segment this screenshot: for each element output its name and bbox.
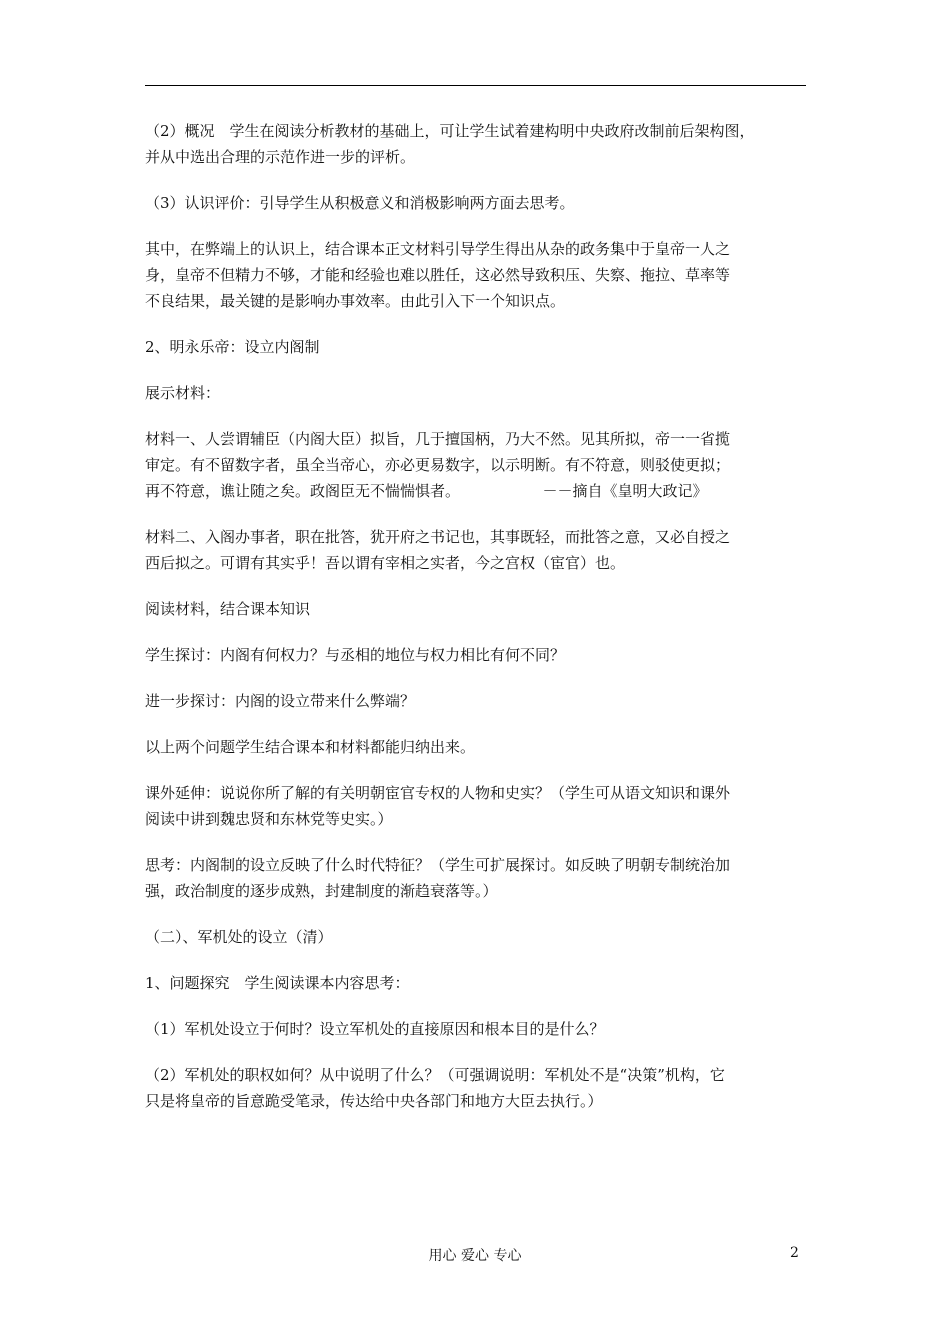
text-line: 只是将皇帝的旨意跪受笔录，传达给中央各部门和地方大臣去执行。）	[145, 1092, 603, 1110]
paragraph	[145, 734, 809, 760]
text-line: 2、明永乐帝：设立内阁制	[145, 338, 320, 356]
text-line: 思考：内阁制的设立反映了什么时代特征？（学生可扩展探讨。如反映了明朝专制统治加	[145, 856, 731, 874]
text-line: 强，政治制度的逐步成熟，封建制度的渐趋衰落等。）	[145, 882, 498, 900]
text-line: （3）认识评价：引导学生从积极意义和消极影响两方面去思考。	[145, 194, 575, 212]
text-line: 材料二、入阁办事者，职在批答，犹开府之书记也，其事既轻，而批答之意，又必自授之	[145, 528, 731, 546]
text-line: 以上两个问题学生结合课本和材料都能归纳出来。	[145, 738, 476, 756]
paragraph	[145, 1062, 809, 1114]
text-line: 再不符意，谯让随之矣。政阁臣无不惴惴惧者。 －－摘自《皇明大政记》	[145, 482, 708, 500]
text-line: 1、问题探究 学生阅读课本内容思考：	[145, 974, 410, 992]
paragraph	[145, 118, 809, 170]
paragraph	[145, 970, 809, 996]
paragraph	[145, 524, 809, 576]
paragraph	[145, 1016, 809, 1042]
page-number: 2	[790, 1245, 799, 1261]
paragraph	[145, 852, 809, 904]
text-line: （1）军机处设立于何时？设立军机处的直接原因和根本目的是什么？	[145, 1020, 605, 1038]
text-line: 身，皇帝不但精力不够，才能和经验也难以胜任，这必然导致积压、失察、拖拉、草率等	[145, 266, 731, 284]
text-line: 展示材料：	[145, 384, 221, 402]
text-line: 审定。有不留数字者，虽全当帝心，亦必更易数字，以示明断。有不符意，则驳使更拟；	[145, 456, 731, 474]
footer-motto: 用心 爱心 专心	[428, 1248, 522, 1264]
text-line: 并从中选出合理的示范作进一步的评析。	[145, 148, 416, 166]
document-body	[145, 118, 809, 1134]
paragraph	[145, 426, 809, 504]
header-rule	[145, 85, 806, 86]
paragraph	[145, 236, 809, 314]
text-line: 学生探讨：内阁有何权力？与丞相的地位与权力相比有何不同？	[145, 646, 566, 664]
text-line: （二）、军机处的设立（清）	[145, 928, 333, 946]
text-line: 其中，在弊端上的认识上，结合课本正文材料引导学生得出从杂的政务集中于皇帝一人之	[145, 240, 731, 258]
paragraph	[145, 924, 809, 950]
paragraph	[145, 780, 809, 832]
paragraph	[145, 190, 809, 216]
paragraph	[145, 596, 809, 622]
text-line: 课外延伸：说说你所了解的有关明朝宦官专权的人物和史实？（学生可从语文知识和课外	[145, 784, 731, 802]
paragraph	[145, 642, 809, 668]
paragraph	[145, 334, 809, 360]
paragraph	[145, 688, 809, 714]
text-line: （2）概况 学生在阅读分析教材的基础上，可让学生试着建构明中央政府改制前后架构图，	[145, 122, 755, 140]
text-line: 西后拟之。可谓有其实乎！吾以谓有宰相之实者，今之宫权（宦官）也。	[145, 554, 626, 572]
text-line: 不良结果，最关键的是影响办事效率。由此引入下一个知识点。	[145, 292, 566, 310]
text-line: 进一步探讨：内阁的设立带来什么弊端？	[145, 692, 416, 710]
text-line: （2）军机处的职权如何？从中说明了什么？（可强调说明：军机处不是“决策”机构，它	[145, 1066, 725, 1084]
text-line: 阅读材料，结合课本知识	[145, 600, 311, 618]
paragraph	[145, 380, 809, 406]
text-line: 材料一、人尝谓辅臣（内阁大臣）拟旨，几于擅国柄，乃大不然。见其所拟，帝一一省揽	[145, 430, 731, 448]
text-line: 阅读中讲到魏忠贤和东林党等史实。）	[145, 810, 393, 828]
